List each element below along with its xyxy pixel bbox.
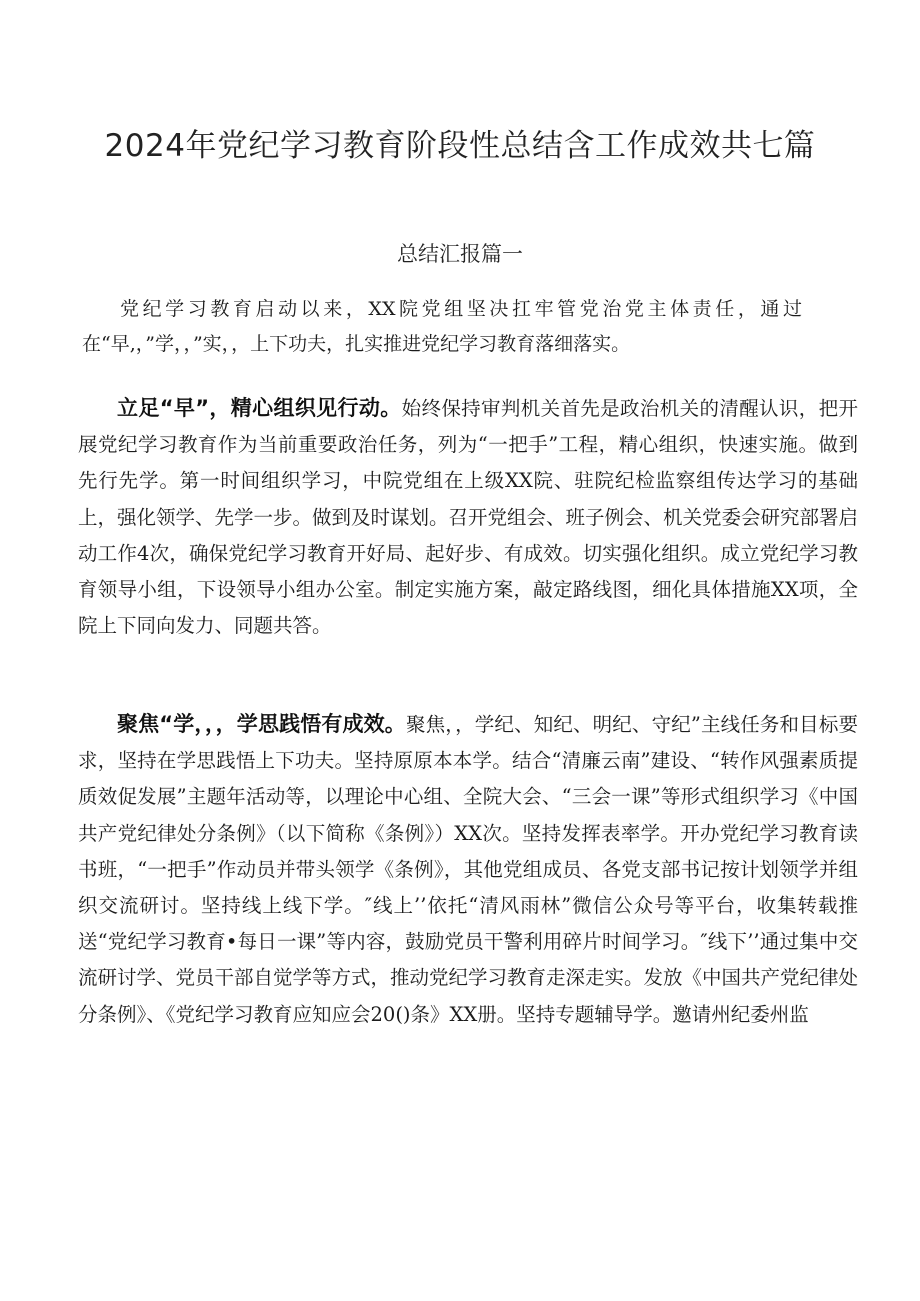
document-title: 2024年党纪学习教育阶段性总结含工作成效共七篇: [104, 128, 816, 164]
paragraph-2-lead: 聚焦“学，，，学思践悟有成效。: [117, 712, 406, 736]
section-title: 总结汇报篇一: [397, 242, 523, 266]
paragraph-2-text: 聚焦，，学纪、知纪、明纪、守纪”主线任务和目标要求，坚持在学思践悟上下功夫。坚持原原本本学。结合“清廉云南”建设、“转作风强素质提质效促发展”主题年活动等，以理论中心组、全院大会、“三会一课”等形式组织学习《中国共产党纪律处分条例》（以下简称《条例》）XX次。坚持发挥表率学。开办党纪学习教育读书班，“一把手”作动员并带头领学《条例》，其他党组成员、各党支部书记按计划领学并组织交流研讨。坚持线上线下学。″线上’’依托“清风雨林”微信公众号等平台，收集转载推送“党纪学习教育•每日一课”等内容，鼓励党员干警利用碎片时间学习。″线下’’通过集中交流研讨学、党员干部自觉学等方式，推动党纪学习教育走深走实。发放《中国共产党纪律处分条例》、《党纪学习教育应知应会20()条》XX册。坚持专题辅导学。邀请州纪委州监: [78, 713, 859, 1026]
paragraph-1: [78, 390, 858, 644]
paragraph-1-text: 始终保持审判机关首先是政治机关的清醒认识，把开展党纪学习教育作为当前重要政治任务，列为“一把手”工程，精心组织，快速实施。做到先行先学。第一时间组织学习，中院党组在上级XX院、驻院纪检监察组传达学习的基础上，强化领学、先学一步。做到及时谋划。召开党组会、班子例会、机关党委会研究部署启动工作4次，确保党纪学习教育开好局、起好步、有成效。切实强化组织。成立党纪学习教育领导小组，下设领导小组办公室。制定实施方案，敲定路线图，细化具体措施XX项，全院上下同向发力、同题共答。: [78, 397, 859, 638]
paragraph-2: [78, 706, 858, 1033]
intro-paragraph: 党纪学习教育启动以来，XX院党组坚决扛牢管党治党主体责任，通过在“早,，”学，，”实，，上下功夫，扎实推进党纪学习教育落细落实。: [82, 298, 802, 355]
paragraph-1-lead: 立足“早”，精心组织见行动。: [117, 396, 402, 420]
